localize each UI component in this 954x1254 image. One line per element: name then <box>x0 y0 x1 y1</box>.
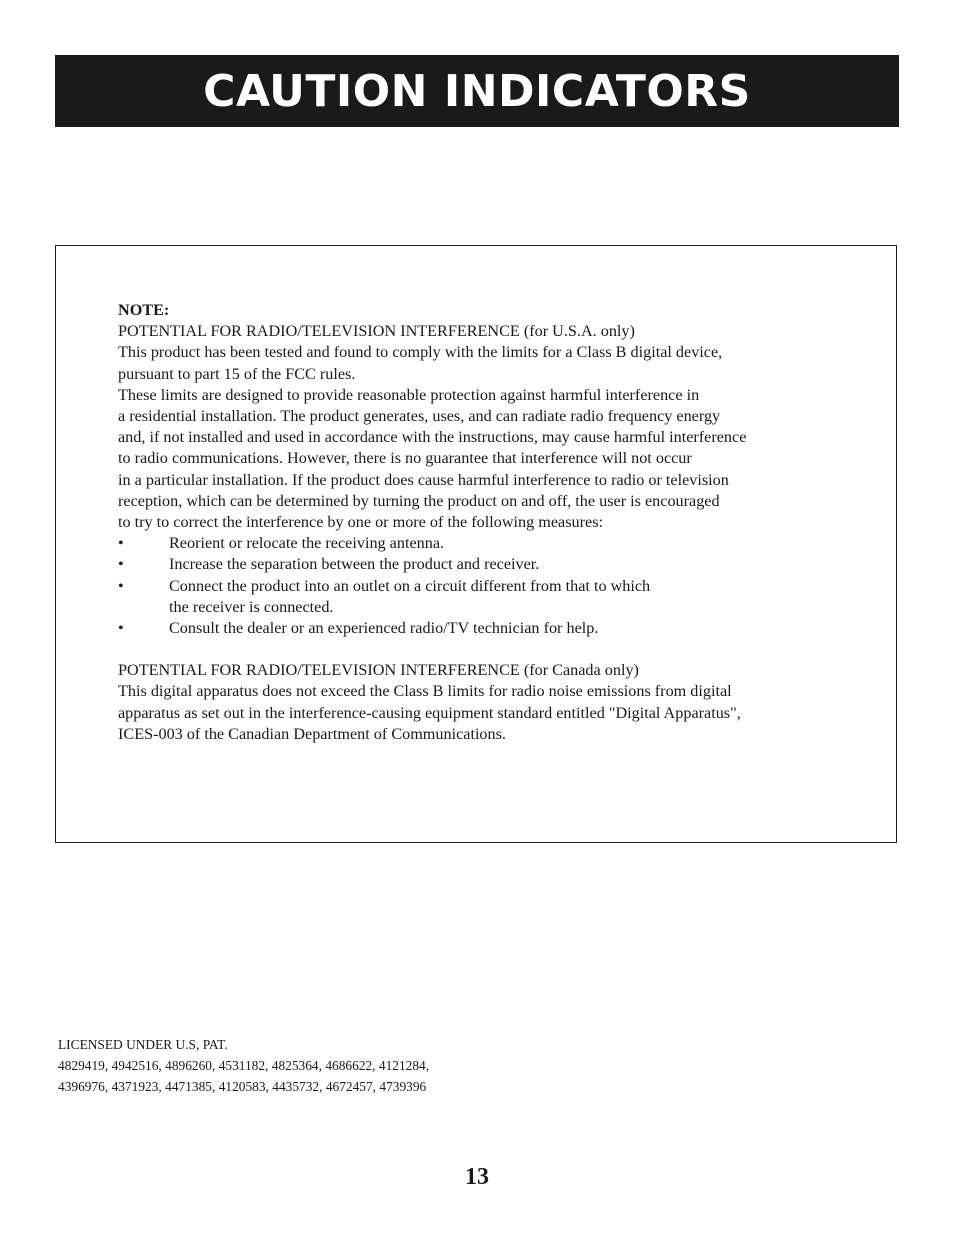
list-item <box>118 533 858 554</box>
list-item <box>118 554 858 575</box>
canada-interference-title: POTENTIAL FOR RADIO/TELEVISION INTERFERENCE (for Canada only) <box>118 661 639 680</box>
bullet-text: Reorient or relocate the receiving antenna. <box>169 534 445 553</box>
usa-text-line: a residential installation. The product generates, uses, and can radiate radio frequency energy <box>118 407 721 426</box>
patent-license-block <box>58 1034 429 1097</box>
license-heading: LICENSED UNDER U.S, PAT. <box>58 1037 228 1052</box>
page-number: 13 <box>465 1164 489 1190</box>
patent-numbers-line: 4396976, 4371923, 4471385, 4120583, 4435732, 4672457, 4739396 <box>58 1079 427 1094</box>
bullet-text: Connect the product into an outlet on a circuit different from that to which <box>169 576 651 595</box>
usa-text-line: These limits are designed to provide reasonable protection against harmful interference in <box>118 385 700 404</box>
canada-text-line: apparatus as set out in the interference-causing equipment standard entitled "Digital Apparatus", <box>118 703 741 722</box>
page-title: CAUTION INDICATORS <box>203 66 751 117</box>
usa-text-line: to try to correct the interference by one or more of the following measures: <box>118 513 603 532</box>
canada-text-line: This digital apparatus does not exceed the Class B limits for radio noise emissions from digital <box>118 682 732 701</box>
usa-text-line: This product has been tested and found to comply with the limits for a Class B digital device, <box>118 343 723 362</box>
measures-list <box>118 533 858 639</box>
bullet-icon: • <box>118 619 124 638</box>
bullet-icon: • <box>118 555 124 574</box>
note-content <box>118 300 858 745</box>
usa-interference-title: POTENTIAL FOR RADIO/TELEVISION INTERFERENCE (for U.S.A. only) <box>118 322 635 341</box>
list-item <box>118 576 858 618</box>
usa-text-line: in a particular installation. If the product does cause harmful interference to radio or television <box>118 470 729 489</box>
bullet-text-continuation: the receiver is connected. <box>169 597 334 616</box>
fcc-note-box <box>55 245 897 843</box>
usa-text-line: reception, which can be determined by turning the product on and off, the user is encouraged <box>118 491 720 510</box>
bullet-icon: • <box>118 534 124 553</box>
bullet-text: Increase the separation between the product and receiver. <box>169 555 540 574</box>
paragraph-spacer <box>118 639 858 660</box>
patent-numbers-line: 4829419, 4942516, 4896260, 4531182, 4825364, 4686622, 4121284, <box>58 1058 430 1073</box>
usa-text-line: and, if not installed and used in accordance with the instructions, may cause harmful interference <box>118 428 747 447</box>
bullet-icon: • <box>118 576 124 595</box>
list-item <box>118 618 858 639</box>
usa-text-line: to radio communications. However, there is no guarantee that interference will not occur <box>118 449 692 468</box>
canada-text-line: ICES-003 of the Canadian Department of Communications. <box>118 724 506 743</box>
usa-text-line: pursuant to part 15 of the FCC rules. <box>118 364 356 383</box>
header-bar <box>55 55 899 127</box>
bullet-text: Consult the dealer or an experienced radio/TV technician for help. <box>169 619 599 638</box>
note-heading: NOTE: <box>118 301 170 319</box>
